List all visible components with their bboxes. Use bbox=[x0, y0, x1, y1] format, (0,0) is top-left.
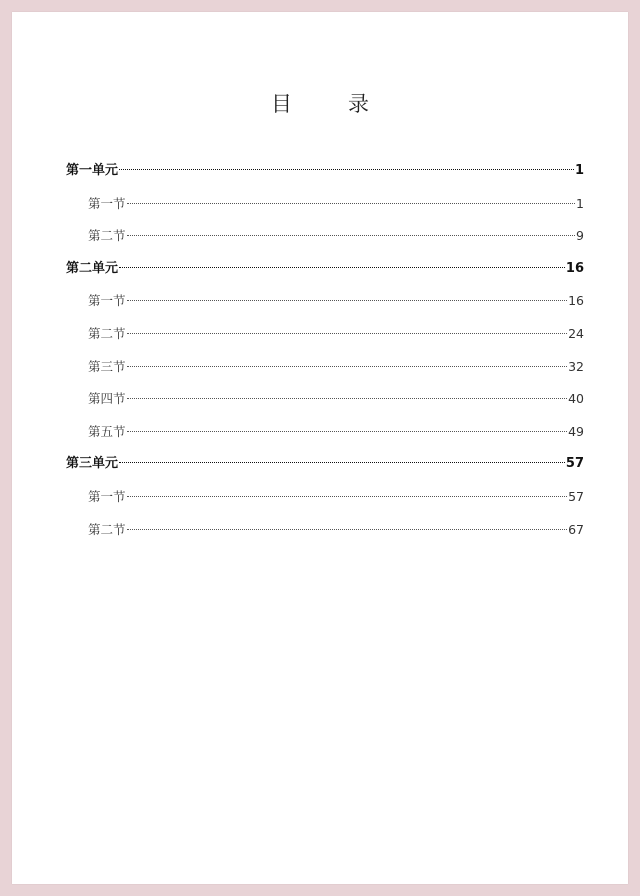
toc-entry-section[interactable] bbox=[66, 351, 584, 384]
dot-leader bbox=[127, 235, 576, 236]
dot-leader bbox=[127, 431, 568, 432]
toc-entry-section[interactable] bbox=[66, 220, 584, 253]
toc-entry-label: 第二节 bbox=[88, 521, 126, 537]
dot-leader bbox=[127, 398, 568, 399]
toc-entry-page: 57 bbox=[565, 456, 584, 472]
toc-entry-label: 第一节 bbox=[88, 488, 126, 504]
document-page bbox=[12, 12, 628, 884]
toc-entry-label: 第二单元 bbox=[66, 260, 119, 276]
toc-entry-unit-3[interactable] bbox=[66, 448, 584, 481]
toc-entry-page: 24 bbox=[568, 325, 584, 341]
table-of-contents bbox=[66, 155, 584, 546]
dot-leader bbox=[127, 300, 568, 301]
toc-entry-section[interactable] bbox=[66, 188, 584, 221]
toc-entry-page: 40 bbox=[568, 391, 584, 407]
toc-entry-page: 49 bbox=[568, 423, 584, 439]
toc-entry-label: 第二节 bbox=[88, 228, 126, 244]
dot-leader bbox=[119, 169, 574, 170]
toc-entry-label: 第三节 bbox=[88, 358, 126, 374]
toc-entry-page: 9 bbox=[576, 228, 584, 244]
toc-entry-label: 第五节 bbox=[88, 423, 126, 439]
toc-entry-label: 第一节 bbox=[88, 195, 126, 211]
toc-entry-section[interactable] bbox=[66, 481, 584, 514]
toc-entry-page: 16 bbox=[568, 293, 584, 309]
dot-leader bbox=[127, 203, 576, 204]
dot-leader bbox=[127, 366, 568, 367]
toc-entry-page: 67 bbox=[568, 521, 584, 537]
toc-entry-section[interactable] bbox=[66, 383, 584, 416]
toc-entry-label: 第二节 bbox=[88, 325, 126, 341]
dot-leader bbox=[119, 462, 565, 463]
toc-entry-page: 1 bbox=[576, 195, 584, 211]
toc-entry-page: 1 bbox=[574, 163, 584, 178]
dot-leader bbox=[127, 529, 568, 530]
dot-leader bbox=[119, 267, 565, 268]
toc-entry-unit-1[interactable] bbox=[66, 155, 584, 188]
dot-leader bbox=[127, 333, 568, 334]
title-char-2: 录 bbox=[348, 92, 369, 116]
toc-entry-section[interactable] bbox=[66, 318, 584, 351]
toc-entry-page: 16 bbox=[565, 260, 584, 276]
page-title bbox=[12, 88, 628, 118]
toc-entry-page: 32 bbox=[568, 358, 584, 374]
toc-entry-section[interactable] bbox=[66, 416, 584, 449]
toc-entry-unit-2[interactable] bbox=[66, 253, 584, 286]
toc-entry-label: 第四节 bbox=[88, 391, 126, 407]
toc-entry-section[interactable] bbox=[66, 514, 584, 547]
toc-entry-page: 57 bbox=[568, 488, 584, 504]
dot-leader bbox=[127, 496, 568, 497]
toc-entry-label: 第一节 bbox=[88, 293, 126, 309]
toc-entry-section[interactable] bbox=[66, 285, 584, 318]
title-char-1: 目 bbox=[271, 92, 292, 116]
toc-entry-label: 第三单元 bbox=[66, 456, 119, 472]
toc-entry-label: 第一单元 bbox=[66, 163, 119, 178]
